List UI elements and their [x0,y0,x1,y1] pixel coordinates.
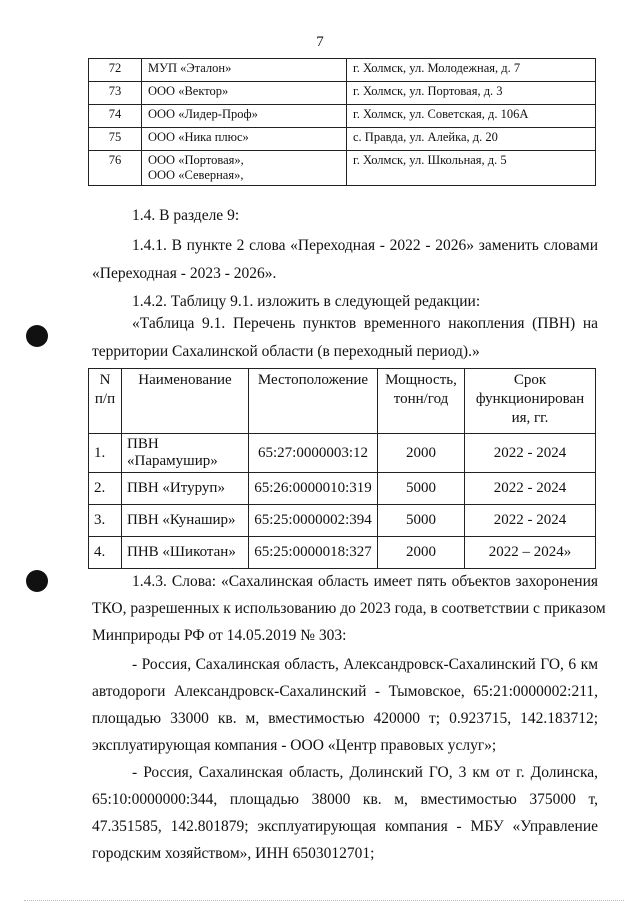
organization-name: ООО «Лидер-Проф» [142,105,347,128]
organization-address: г. Холмск, ул. Школьная, д. 5 [347,151,596,186]
paragraph-1-4-3-line: ТКО, разрешенных к использованию до 2023 года, в соответствии с приказом [92,600,606,617]
table-row [89,105,596,128]
list-item-line: - Россия, Сахалинская область, Долинский ГО, 3 км от г. Долинска, [132,764,598,781]
organization-address: г. Холмск, ул. Портовая, д. 3 [347,82,596,105]
paragraph-1-4-3-line: 1.4.3. Слова: «Сахалинская область имеет пять объектов захоронения [132,573,598,590]
table-row [89,151,596,186]
cell-name: ПВН «Парамушир» [122,434,249,473]
table-row [89,505,596,537]
row-number: 74 [89,105,142,128]
table-row [89,473,596,505]
cell-n: 2. [89,473,122,505]
organizations-table [88,58,596,186]
table-row [89,537,596,569]
paragraph-1-4-3-line: Минприроды РФ от 14.05.2019 № 303: [92,627,347,644]
punch-hole-mark [26,325,48,347]
header-capacity-line: Мощность, [385,372,457,388]
cell-capacity: 2000 [378,537,465,569]
pvn-table [88,368,596,569]
scan-edge-line [24,900,624,901]
table-row [89,59,596,82]
cell-capacity: 5000 [378,473,465,505]
table-row [89,434,596,473]
cell-term: 2022 – 2024» [465,537,596,569]
table-header-row [89,369,596,434]
cell-n: 4. [89,537,122,569]
section-1-4-heading: 1.4. В разделе 9: [132,207,240,224]
cell-name: ПВН «Кунашир» [122,505,249,537]
row-number: 75 [89,128,142,151]
cell-location: 65:27:0000003:12 [249,434,378,473]
row-number: 73 [89,82,142,105]
list-item-line: эксплуатирующая компания - ООО «Центр правовых услуг»; [92,737,497,754]
header-term-line: ия, гг. [511,410,549,426]
paragraph-1-4-2: 1.4.2. Таблицу 9.1. изложить в следующей редакции: [132,293,481,310]
organization-name [142,151,347,186]
cell-name: ПНВ «Шикотан» [122,537,249,569]
cell-n: 3. [89,505,122,537]
cell-location: 65:25:0000002:394 [249,505,378,537]
cell-name: ПВН «Итуруп» [122,473,249,505]
list-item-line: автодороги Александровск-Сахалинский - Тымовское, 65:21:0000002:211, [92,683,598,700]
cell-n: 1. [89,434,122,473]
cell-capacity: 5000 [378,505,465,537]
organization-address: г. Холмск, ул. Советская, д. 106А [347,105,596,128]
cell-term: 2022 - 2024 [465,473,596,505]
page-number: 7 [316,34,324,50]
list-item-line: площадью 33000 кв. м, вместимостью 420000 т; 0.923715, 142.183712; [92,710,598,727]
cell-location: 65:25:0000018:327 [249,537,378,569]
header-capacity [378,369,465,434]
cell-capacity: 2000 [378,434,465,473]
organization-name: ООО «Вектор» [142,82,347,105]
list-item-line: 65:10:0000000:344, площадью 38000 кв. м, вместимостью 375000 т, [92,791,598,808]
cell-term: 2022 - 2024 [465,505,596,537]
paragraph-1-4-1-line: 1.4.1. В пункте 2 слова «Переходная - 2022 - 2026» заменить словами [132,237,598,254]
header-n [89,369,122,434]
table-caption-line: территории Сахалинской области (в переходный период).» [92,343,480,360]
header-n-line: п/п [94,391,116,407]
list-item-line: - Россия, Сахалинская область, Александровск-Сахалинский ГО, 6 км [132,656,598,673]
header-term [465,369,596,434]
organization-address: с. Правда, ул. Алейка, д. 20 [347,128,596,151]
punch-hole-mark [26,570,48,592]
organization-name-line: ООО «Северная», [148,168,244,182]
list-item-line: 47.351585, 142.801879; эксплуатирующая компания - МБУ «Управление [92,818,598,835]
organization-address: г. Холмск, ул. Молодежная, д. 7 [347,59,596,82]
paragraph-1-4-1-line: «Переходная - 2023 - 2026». [92,265,277,282]
list-item-line: городским хозяйством», ИНН 6503012701; [92,845,375,862]
table-row [89,82,596,105]
header-term-line: функционирован [475,391,585,407]
cell-location: 65:26:0000010:319 [249,473,378,505]
table-caption-line: «Таблица 9.1. Перечень пунктов временного накопления (ПВН) на [132,315,598,332]
header-n-line: N [99,372,111,388]
organization-name: ООО «Ника плюс» [142,128,347,151]
row-number: 72 [89,59,142,82]
table-row [89,128,596,151]
cell-term: 2022 - 2024 [465,434,596,473]
header-term-line: Срок [513,372,547,388]
organization-name: МУП «Эталон» [142,59,347,82]
header-capacity-line: тонн/год [393,391,449,407]
header-location: Местоположение [249,369,378,434]
organization-name-line: ООО «Портовая», [148,153,244,167]
row-number: 76 [89,151,142,186]
header-name: Наименование [122,369,249,434]
